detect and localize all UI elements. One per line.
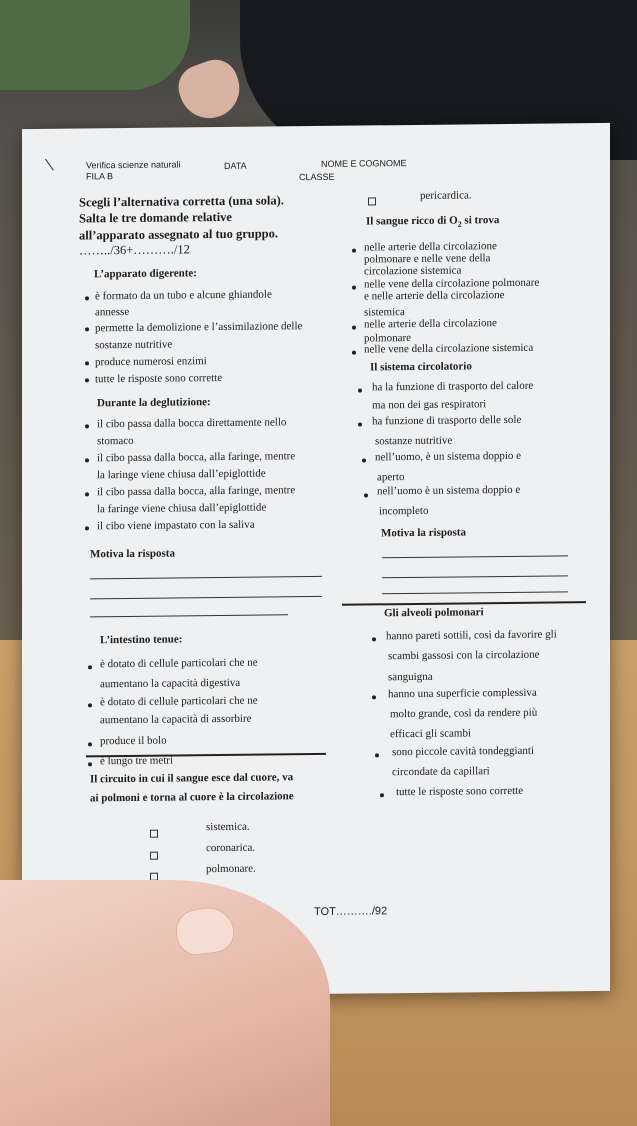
bullet bbox=[380, 793, 384, 797]
answer-line[interactable] bbox=[90, 576, 322, 579]
bullet bbox=[85, 327, 89, 331]
option-text: pericardica. bbox=[420, 189, 472, 202]
option-text: nelle arterie della circolazione bbox=[364, 240, 497, 254]
option-text: coronarica. bbox=[206, 841, 256, 855]
question-intestino-title: L’intestino tenue: bbox=[100, 633, 183, 647]
bullet bbox=[372, 695, 376, 699]
data-label: DATA bbox=[224, 160, 247, 171]
question-circolatorio-title: Il sistema circolatorio bbox=[370, 360, 472, 374]
answer-line[interactable] bbox=[382, 575, 568, 578]
question-circuito-line-2: ai polmoni e torna al cuore è la circolazione bbox=[90, 790, 294, 805]
option-text: polmonare e nelle vene della bbox=[364, 252, 491, 266]
option-text: nelle arterie della circolazione bbox=[364, 317, 497, 331]
nome-label: NOME E COGNOME bbox=[321, 158, 407, 169]
bullet bbox=[85, 378, 89, 382]
background-jacket bbox=[0, 0, 190, 90]
section-divider bbox=[342, 601, 586, 606]
sangue-title-suffix: si trova bbox=[461, 214, 500, 227]
option-text: ha la funzione di trasporto del calore bbox=[372, 379, 534, 394]
bullet bbox=[352, 249, 356, 253]
bullet bbox=[88, 762, 92, 766]
option-text: ma non dei gas respiratori bbox=[372, 398, 487, 412]
option-text: produce il bolo bbox=[100, 734, 167, 748]
answer-line[interactable] bbox=[90, 614, 288, 617]
bullet bbox=[375, 753, 379, 757]
section-divider bbox=[86, 753, 326, 758]
option-text: è dotato di cellule particolari che ne bbox=[100, 694, 258, 709]
option-text: annesse bbox=[95, 305, 130, 319]
question-circuito-line-1: Il circuito in cui il sangue esce dal cuore, va bbox=[90, 771, 294, 786]
bullet bbox=[352, 286, 356, 290]
sangue-title-prefix: Il sangue ricco di O bbox=[366, 214, 458, 228]
bullet bbox=[364, 493, 368, 497]
option-text: il cibo passa dalla bocca direttamente nello bbox=[97, 416, 287, 431]
bullet bbox=[85, 526, 89, 530]
option-text: nell’uomo, è un sistema doppio e bbox=[375, 449, 522, 464]
checkbox[interactable] bbox=[368, 197, 376, 205]
option-text: aumentano la capacità digestiva bbox=[100, 676, 241, 691]
option-text: sono piccole cavità tondeggianti bbox=[392, 744, 535, 759]
option-text: sostanze nutritive bbox=[375, 434, 453, 448]
bullet bbox=[372, 637, 376, 641]
option-text: è dotato di cellule particolari che ne bbox=[100, 656, 258, 671]
option-text: sanguigna bbox=[388, 670, 433, 684]
bullet bbox=[352, 326, 356, 330]
option-text: tutte le risposte sono corrette bbox=[95, 371, 223, 386]
instruction-line-2: Salta le tre domande relative bbox=[79, 209, 232, 226]
fila-label: FILA B bbox=[86, 171, 114, 182]
answer-line[interactable] bbox=[382, 555, 568, 558]
option-text: scambi gassosi con la circolazione bbox=[388, 648, 540, 663]
bullet bbox=[85, 492, 89, 496]
option-text: molto grande, così da rendere più bbox=[390, 706, 538, 721]
motiva-right-label: Motiva la risposta bbox=[381, 526, 466, 540]
option-text: hanno una superficie complessiva bbox=[388, 686, 537, 701]
classe-label: CLASSE bbox=[299, 171, 335, 183]
partial-score: ……../36+………./12 bbox=[79, 242, 190, 258]
option-text: il cibo passa dalla bocca, alla faringe, mentre bbox=[97, 484, 296, 499]
answer-line[interactable] bbox=[90, 596, 322, 599]
instruction-line-3: all’apparato assegnato al tuo gruppo. bbox=[79, 226, 278, 243]
question-digerente-title: L’apparato digerente: bbox=[94, 267, 197, 281]
test-sheet bbox=[22, 123, 610, 997]
motiva-left-label: Motiva la risposta bbox=[90, 547, 175, 561]
option-text: circolazione sistemica bbox=[364, 264, 462, 278]
bullet bbox=[85, 361, 89, 365]
option-text: nell’uomo è un sistema doppio e bbox=[377, 483, 521, 498]
option-text: ha funzione di trasporto delle sole bbox=[372, 413, 522, 428]
option-text: sistemica. bbox=[206, 820, 250, 834]
option-text: è formato da un tubo e alcune ghiandole bbox=[95, 288, 272, 303]
sangue-title-sub: 2 bbox=[457, 219, 462, 229]
option-text: tutte le risposte sono corrette bbox=[396, 784, 524, 799]
subject-label: Verifica scienze naturali bbox=[86, 159, 181, 171]
answer-line[interactable] bbox=[382, 591, 568, 594]
bullet bbox=[362, 458, 366, 462]
bullet bbox=[358, 423, 362, 427]
holding-hand bbox=[0, 880, 330, 1126]
option-text: e nelle arterie della circolazione bbox=[364, 289, 505, 303]
option-text: polmonare. bbox=[206, 862, 256, 876]
option-text: permette la demolizione e l’assimilazione delle bbox=[95, 320, 303, 335]
option-text: nelle vene della circolazione polmonare bbox=[364, 276, 540, 291]
checkbox[interactable] bbox=[150, 852, 158, 860]
option-text: la laringe viene chiusa dall’epiglottide bbox=[97, 467, 266, 482]
option-text: efficaci gli scambi bbox=[390, 727, 472, 741]
bullet bbox=[85, 424, 89, 428]
bullet bbox=[85, 458, 89, 462]
bullet bbox=[352, 351, 356, 355]
question-deglutizione-title: Durante la deglutizione: bbox=[97, 396, 211, 410]
option-text: stomaco bbox=[97, 434, 134, 448]
option-text: polmonare bbox=[364, 332, 412, 345]
option-text: aperto bbox=[377, 471, 405, 484]
bullet bbox=[85, 296, 89, 300]
checkbox[interactable] bbox=[150, 830, 158, 838]
bullet bbox=[88, 665, 92, 669]
option-text: aumentano la capacità di assorbire bbox=[100, 712, 252, 727]
option-text: hanno pareti sottili, così da favorire gli bbox=[386, 628, 557, 643]
question-sangue-title bbox=[366, 214, 499, 230]
bullet bbox=[358, 389, 362, 393]
bullet bbox=[88, 742, 92, 746]
option-text: sistemica bbox=[364, 306, 405, 319]
background-hand bbox=[172, 53, 248, 126]
option-text: nelle vene della circolazione sistemica bbox=[364, 341, 534, 356]
corner-mark bbox=[45, 153, 62, 171]
option-text: è lungo tre metri bbox=[100, 754, 174, 768]
option-text: la faringe viene chiusa dall’epiglottide bbox=[97, 501, 267, 516]
total-score: TOT………./92 bbox=[314, 905, 388, 919]
option-text: incompleto bbox=[379, 504, 429, 518]
option-text: sostanze nutritive bbox=[95, 338, 173, 352]
option-text: il cibo passa dalla bocca, alla faringe, mentre bbox=[97, 450, 296, 465]
instruction-line-1: Scegli l’alternativa corretta (una sola). bbox=[79, 193, 284, 210]
option-text: produce numerosi enzimi bbox=[95, 355, 207, 369]
bullet bbox=[88, 703, 92, 707]
option-text: il cibo viene impastato con la saliva bbox=[97, 518, 255, 533]
option-text: circondate da capillari bbox=[392, 765, 490, 779]
question-alveoli-title: Gli alveoli polmonari bbox=[384, 606, 484, 620]
